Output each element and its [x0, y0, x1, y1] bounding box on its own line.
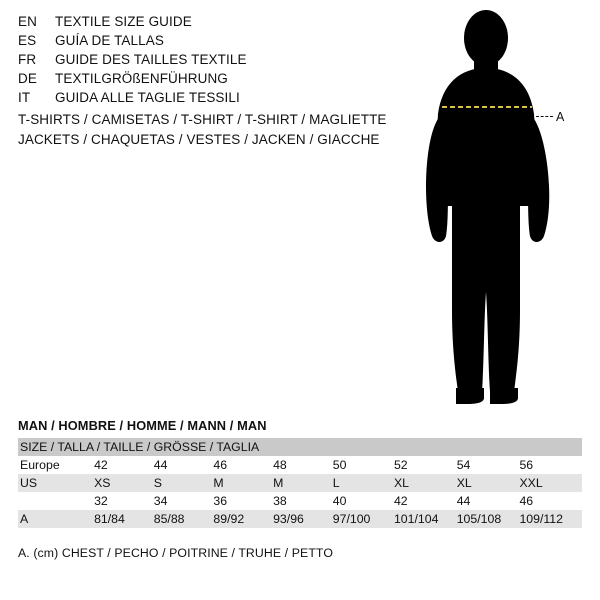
table-cell: M	[273, 474, 333, 492]
garment-line-tshirts: T-SHIRTS / CAMISETAS / T-SHIRT / T-SHIRT / MAGLIETTE	[18, 112, 387, 127]
language-code: DE	[18, 71, 37, 86]
table-cell: 81/84	[94, 510, 154, 528]
row-label: A	[18, 510, 94, 528]
table-header-row	[18, 438, 582, 456]
language-code: FR	[18, 52, 37, 67]
language-code: EN	[18, 14, 37, 29]
table-row	[18, 456, 582, 474]
language-row	[18, 33, 378, 52]
table-cell: M	[213, 474, 273, 492]
row-label	[18, 492, 94, 510]
table-cell: 44	[154, 456, 214, 474]
table-cell: 93/96	[273, 510, 333, 528]
table-cell: 105/108	[457, 510, 520, 528]
table-cell: S	[154, 474, 214, 492]
language-row	[18, 71, 378, 90]
table-cell: 38	[273, 492, 333, 510]
table-cell: XXL	[519, 474, 582, 492]
table-cell: XL	[457, 474, 520, 492]
silhouette-icon	[408, 10, 588, 410]
table-cell: 42	[94, 456, 154, 474]
table-cell: 109/112	[519, 510, 582, 528]
language-row	[18, 14, 378, 33]
table-cell: 54	[457, 456, 520, 474]
garment-type-list	[18, 110, 438, 150]
language-code: IT	[18, 90, 31, 105]
language-code: ES	[18, 33, 37, 48]
table-cell: 40	[333, 492, 394, 510]
table-cell: 36	[213, 492, 273, 510]
row-label: Europe	[18, 456, 94, 474]
table-header-label: SIZE / TALLA / TAILLE / GRÖSSE / TAGLIA	[18, 438, 582, 456]
table-cell: 44	[457, 492, 520, 510]
table-cell: 46	[213, 456, 273, 474]
table-cell: 32	[94, 492, 154, 510]
table-cell: 46	[519, 492, 582, 510]
table-cell: 52	[394, 456, 457, 474]
table-cell: L	[333, 474, 394, 492]
measure-leader-line	[536, 116, 553, 117]
language-text: TEXTILGRÖßENFÜHRUNG	[55, 71, 228, 86]
language-text: GUÍA DE TALLAS	[55, 33, 164, 48]
garment-line-jackets: JACKETS / CHAQUETAS / VESTES / JACKEN / GIACCHE	[18, 132, 380, 147]
table-cell: XL	[394, 474, 457, 492]
table-cell: 56	[519, 456, 582, 474]
table-cell: 48	[273, 456, 333, 474]
table-cell: 89/92	[213, 510, 273, 528]
row-label: US	[18, 474, 94, 492]
language-list	[18, 14, 378, 109]
language-text: GUIDE DES TAILLES TEXTILE	[55, 52, 247, 67]
language-row	[18, 90, 378, 109]
size-table	[18, 438, 582, 528]
language-text: GUIDA ALLE TAGLIE TESSILI	[55, 90, 240, 105]
male-silhouette-figure	[408, 10, 588, 410]
measure-marker-label: A	[556, 110, 565, 124]
language-row	[18, 52, 378, 71]
language-text: TEXTILE SIZE GUIDE	[55, 14, 192, 29]
table-cell: 50	[333, 456, 394, 474]
table-cell: XS	[94, 474, 154, 492]
table-row	[18, 492, 582, 510]
footnote: A. (cm) CHEST / PECHO / POITRINE / TRUHE / PETTO	[18, 546, 333, 560]
table-cell: 101/104	[394, 510, 457, 528]
table-cell: 85/88	[154, 510, 214, 528]
table-cell: 97/100	[333, 510, 394, 528]
table-row	[18, 474, 582, 492]
table-title: MAN / HOMBRE / HOMME / MANN / MAN	[18, 418, 267, 433]
table-cell: 42	[394, 492, 457, 510]
table-cell: 34	[154, 492, 214, 510]
size-table-block	[18, 418, 582, 528]
table-row	[18, 510, 582, 528]
